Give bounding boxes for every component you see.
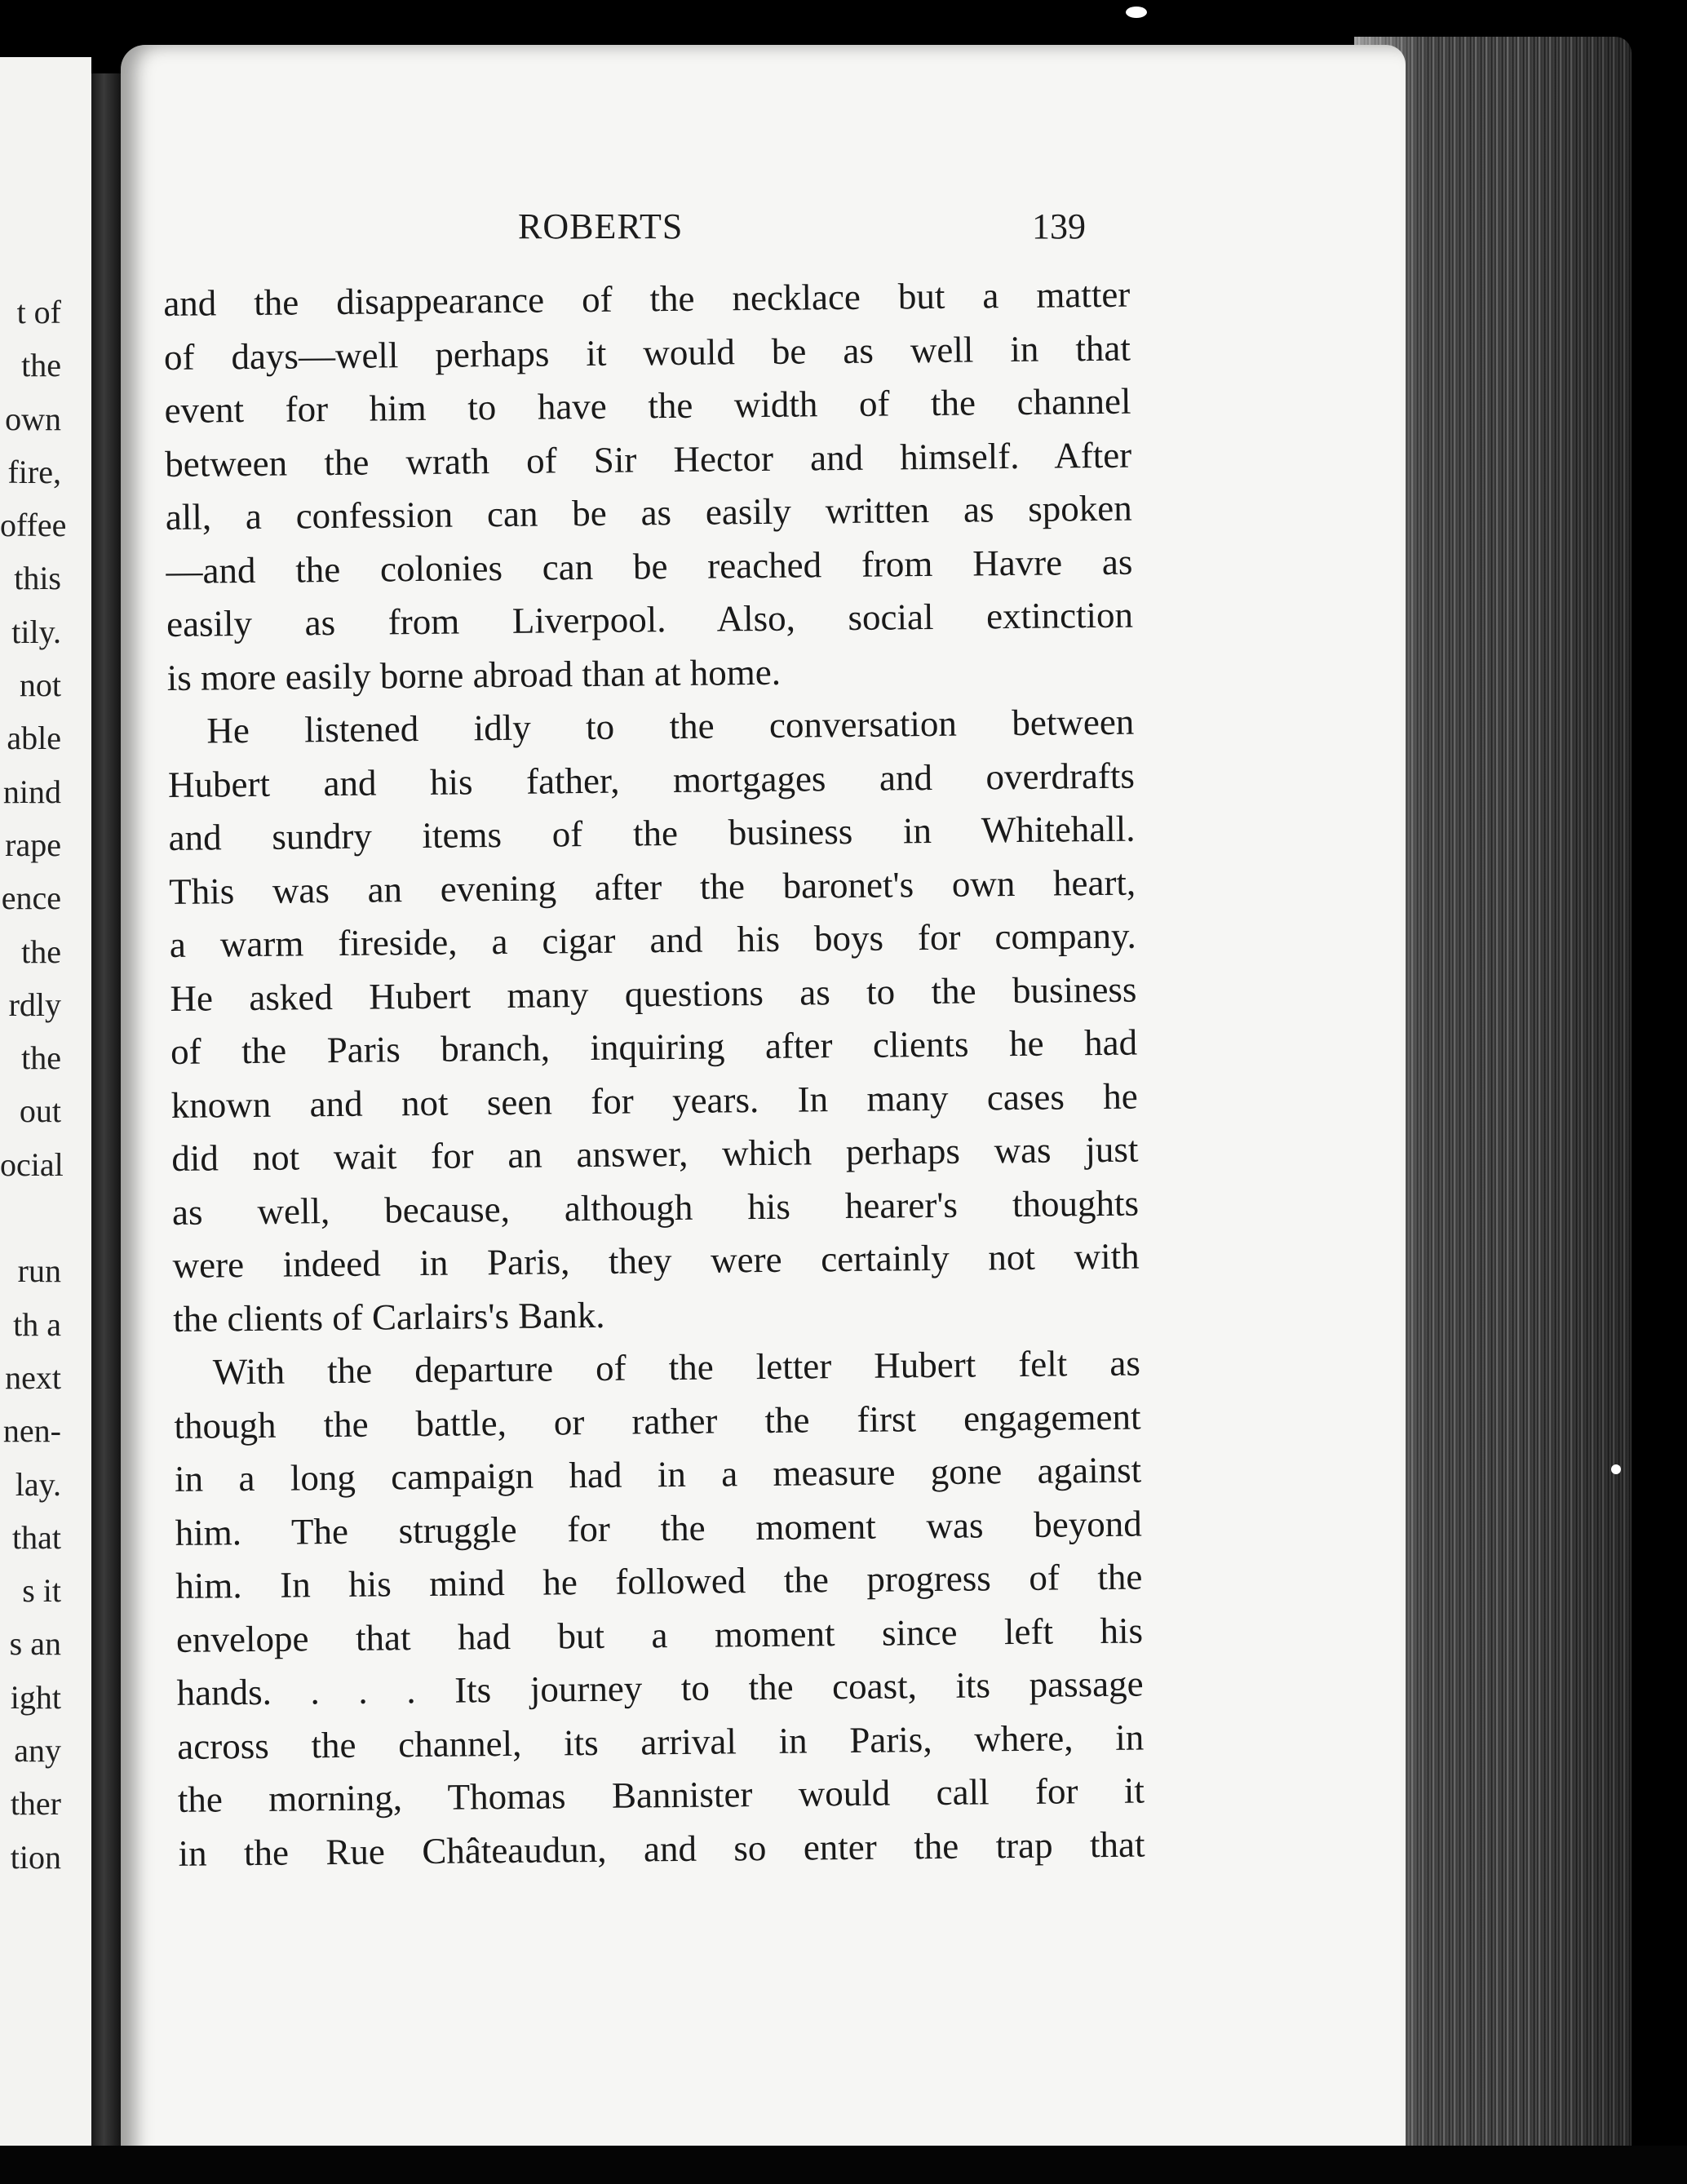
text-line: This was an evening after the baronet's own heart, bbox=[168, 862, 1136, 912]
text-line: envelope that had but a moment since left his bbox=[175, 1610, 1144, 1660]
left-page-fragment: the bbox=[21, 1039, 61, 1077]
scan-speck bbox=[1611, 1464, 1621, 1474]
left-page-fragment: ocial bbox=[0, 1145, 64, 1183]
left-page-fragment: not bbox=[19, 667, 61, 704]
left-page-fragment: nind bbox=[2, 773, 61, 810]
text-line: across the channel, its arrival in Paris, where, in bbox=[177, 1717, 1145, 1767]
running-head: ROBERTS bbox=[518, 206, 684, 246]
left-page-fragment: able bbox=[7, 720, 61, 757]
text-line: and the disappearance of the necklace but a matter bbox=[163, 273, 1131, 324]
book-gutter bbox=[91, 73, 122, 2146]
text-line: in a long campaign had in a measure gone against bbox=[174, 1449, 1142, 1500]
scan-bottom-margin bbox=[0, 2146, 1687, 2184]
left-page-fragment: s it bbox=[22, 1572, 61, 1610]
text-line: him. In his mind he followed the progress of the bbox=[175, 1556, 1143, 1606]
text-line: him. The struggle for the moment was beyond bbox=[175, 1503, 1142, 1553]
left-page-fragment: nen- bbox=[2, 1412, 61, 1450]
left-page-fragment: ther bbox=[10, 1785, 61, 1823]
paragraph bbox=[174, 1337, 1145, 1881]
text-line: all, a confession can be as easily written as spoken bbox=[165, 487, 1133, 538]
text-line: between the wrath of Sir Hector and himself. After bbox=[164, 434, 1132, 485]
left-page-fragment: rape bbox=[5, 826, 61, 863]
left-page-fragment: that bbox=[12, 1518, 61, 1556]
left-page-fragment: t of bbox=[16, 294, 61, 330]
left-page-fragment: ence bbox=[1, 879, 61, 917]
text-line: easily as from Liverpool. Also, social extinction bbox=[166, 594, 1134, 645]
text-line: He listened idly to the conversation between bbox=[206, 701, 1135, 751]
text-line: and sundry items of the business in Whitehall. bbox=[168, 808, 1136, 858]
text-line: of days—well perhaps it would be as well in that bbox=[163, 327, 1131, 378]
text-line: is more easily borne abroad than at home. bbox=[166, 651, 782, 698]
body-text bbox=[163, 268, 1145, 1881]
text-line: were indeed in Paris, they were certainly not with bbox=[172, 1235, 1140, 1286]
text-line: a warm fireside, a cigar and his boys for company. bbox=[169, 915, 1137, 965]
text-line: did not wait for an answer, which perhaps was just bbox=[171, 1128, 1139, 1179]
text-line: hands. . . . Its journey to the coast, its passage bbox=[176, 1663, 1144, 1713]
left-page-fragment: fire, bbox=[7, 453, 61, 490]
paragraph bbox=[167, 696, 1140, 1346]
left-page-fragment: the bbox=[21, 933, 61, 970]
left-page-fragment: run bbox=[17, 1252, 61, 1290]
text-line: —and the colonies can be reached from Havre as bbox=[166, 541, 1133, 591]
left-page-fragment: own bbox=[5, 400, 61, 437]
text-line: known and not seen for years. In many cases he bbox=[170, 1075, 1138, 1126]
text-line: Hubert and his father, mortgages and overdrafts bbox=[167, 755, 1136, 805]
scan-speck bbox=[1126, 7, 1147, 18]
text-line: of the Paris branch, inquiring after clients he had bbox=[170, 1021, 1138, 1072]
text-line: the morning, Thomas Bannister would call for it bbox=[177, 1770, 1145, 1820]
paragraph bbox=[163, 268, 1134, 705]
text-line: He asked Hubert many questions as to the business bbox=[170, 968, 1137, 1019]
text-line: though the battle, or rather the first engagement bbox=[174, 1396, 1141, 1446]
text-line: With the departure of the letter Hubert felt as bbox=[212, 1342, 1141, 1393]
left-page-fragment: the bbox=[21, 347, 61, 384]
left-page-fragment bbox=[0, 1191, 61, 1244]
left-page-text-fragments bbox=[0, 286, 67, 1884]
left-page-fragment: rdly bbox=[8, 986, 61, 1023]
left-page-fragment: tily. bbox=[11, 613, 61, 650]
left-page-fragment: next bbox=[5, 1358, 61, 1396]
page-number: 139 bbox=[1032, 206, 1086, 246]
text-line: event for him to have the width of the channel bbox=[164, 380, 1131, 431]
text-line: as well, because, although his hearer's thoughts bbox=[171, 1182, 1140, 1233]
left-page-fragment: out bbox=[19, 1092, 61, 1130]
left-page-fragment: ight bbox=[10, 1678, 61, 1716]
left-page-fragment: lay. bbox=[15, 1465, 61, 1503]
left-page-fragment: this bbox=[14, 560, 61, 597]
text-line: the clients of Carlairs's Bank. bbox=[173, 1294, 605, 1340]
left-page-fragment: any bbox=[14, 1732, 61, 1770]
left-page-fragment: tion bbox=[10, 1838, 61, 1876]
left-page-fragment: th a bbox=[13, 1305, 61, 1343]
text-line: in the Rue Châteaudun, and so enter the trap that bbox=[178, 1823, 1145, 1874]
page-header bbox=[163, 206, 1101, 255]
left-page-fragment: s an bbox=[9, 1625, 61, 1663]
left-page-fragment: offee bbox=[0, 507, 67, 544]
